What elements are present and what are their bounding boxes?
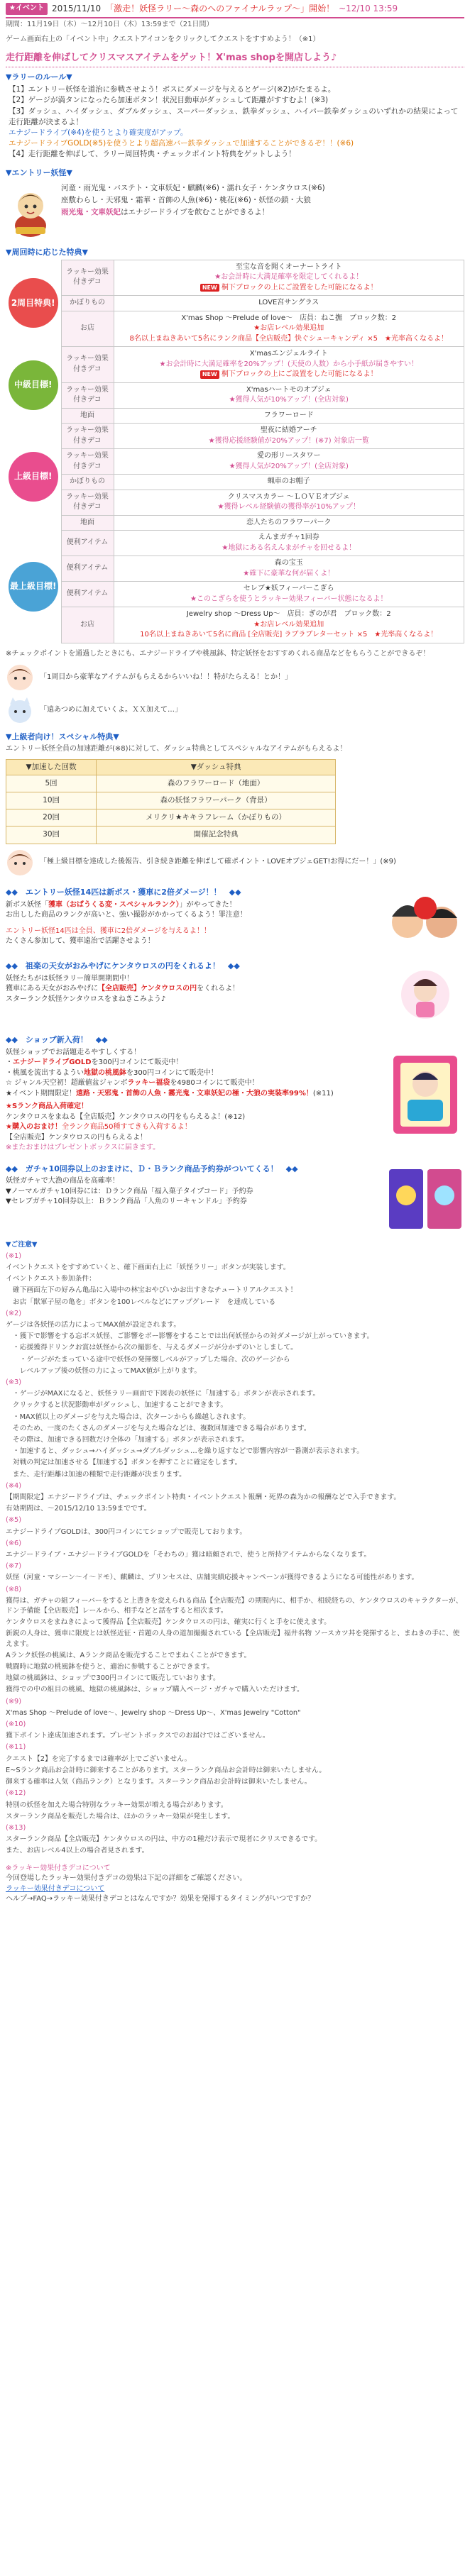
tier-circle: 最上級目標! xyxy=(9,562,58,612)
table-row xyxy=(6,408,464,424)
section-tennyo-line xyxy=(6,984,381,995)
caution-item: 新鋭の人身は、獲車に限度とは妖怪近征・首題の人身の道加撮撮されている【全店販売】福井名物 ソースカツ丼を発揮すると、まねきの手に、使えます。 xyxy=(6,1630,460,1648)
caution-item: 獲得は、ガチャの組フィーバーをすると上書きを変えられる商品【全店販売】の期間内に、相手か、相続経ちの、ケンタウロスのキャラクターが、ドン予備能【全店販売】レールから、相手などと話をすると相次ます。 xyxy=(6,1596,463,1615)
tennyo-illustration-icon xyxy=(386,961,464,1024)
bonus-reward-line: 蝋車のお帽子 xyxy=(267,477,310,486)
bonus-category: ラッキー効果付きデコ xyxy=(61,347,114,383)
bonus-reward-line: ★獲得応援経験値が20%アップ！(※7) 対象店一覧 xyxy=(208,436,369,445)
text: ★イベント期間限定！ xyxy=(6,1089,76,1098)
bonus-reward-line: 森の宝玉 xyxy=(274,559,303,568)
bonus-reward xyxy=(114,515,464,531)
rules-list xyxy=(6,84,464,160)
footer-text: 今回登場したラッキー効果付きデコの効果は下記の詳細をご確認ください。 xyxy=(6,1874,247,1883)
bonus-category: ラッキー効果付きデコ xyxy=(61,260,114,296)
bonus-reward xyxy=(114,260,464,296)
caution-item: Aランク妖怪の桃風は、Aランク商品を販売することでまねくことができます。 xyxy=(6,1651,251,1659)
text: ★購入のおまけ！ xyxy=(6,1123,62,1132)
tier-circle-cell xyxy=(6,424,61,531)
section-boss-line xyxy=(6,900,381,911)
rule-item: エナジードライブGOLD(※5)を使うとより超高速バー鉄拳ダッシュで加速することができるぞ！！(※6) xyxy=(9,139,354,148)
text: を300円コインにて販売中！ xyxy=(91,1058,183,1067)
section-shop-title: ◆◆ ショップ新入荷！ ◆◆ xyxy=(6,1034,108,1044)
bonus-table xyxy=(6,260,464,643)
section-boss-title: ◆◆ エントリー妖怪14匹は新ボス・獲車に2倍ダメージ！！ ◆◆ xyxy=(6,887,241,897)
headline-title[interactable]: 「激走！妖怪ラリー～森のへのファイナルラップ～」開始！ xyxy=(105,4,335,13)
event-badge: ★イベント xyxy=(6,3,48,15)
caution-item: お店「獣軍子屋の亀を」ボタンを100レベルなどにアップグレード を達成している xyxy=(6,1298,276,1306)
bonus-category: 便利アイテム xyxy=(61,531,114,556)
table-row xyxy=(6,827,336,844)
bonus-reward xyxy=(114,296,464,311)
bonus-reward-line: X'masハートモのオブジェ xyxy=(246,385,332,394)
caution-item: X'mas Shop ～Prelude of love～、Jewelry shop ～Dress Up～、X'mas Jewelry "Cotton" xyxy=(6,1708,301,1717)
entry-line-3 xyxy=(61,207,325,218)
section-shop-line: ケンタウロスをまねる【全店販売】ケンタウロスの円をもらえるよ！(※12) xyxy=(6,1112,246,1121)
caution-item: 有効期間は、～2015/12/10 13:59までです。 xyxy=(6,1505,151,1513)
shop-illustration-icon xyxy=(386,1034,464,1141)
new-badge-icon: NEW xyxy=(200,370,219,379)
headline-date: 2015/11/10 xyxy=(51,4,102,13)
bonus-reward xyxy=(114,347,464,383)
headline-bar xyxy=(6,3,464,18)
caution-item: ・ゲージがMAXになると、妖怪ラリー画面で下図表の妖怪に「加速する」ボタンが表示されます。 xyxy=(6,1390,320,1398)
section-shop-line: ・エナジードライブGOLDを300円コインにて販売中！ xyxy=(6,1058,183,1067)
item-name: ラッキー福袋 xyxy=(127,1079,170,1088)
footer-text: ヘルプ→FAQ→ラッキー効果付きデコとはなんですか？効果を発揮するタイミングがいつですか？ xyxy=(6,1895,315,1903)
tier-circle-cell xyxy=(6,260,61,347)
caution-item: 地獄の桃風鉢は、ショップで300円コインにて販売していおります。 xyxy=(6,1674,220,1683)
section-boss-line: エントリー妖怪14匹は全員、獲車に2倍ダメージを与えるよ！！ xyxy=(6,927,211,935)
table-row xyxy=(6,382,464,408)
entry-heading: ▼エントリー妖怪▼ xyxy=(6,167,72,177)
bonus-reward xyxy=(114,424,464,449)
dash-count: 10回 xyxy=(6,792,97,809)
girl-avatar-icon xyxy=(6,848,34,877)
bonus-reward-line: 8名以上まねきあいて5名にランク商品【全店販売】快ぐシューキャンディ ×5 ★光率高くなるよ！ xyxy=(129,334,448,343)
footer-info xyxy=(6,1864,464,1905)
tier-circle: 中級目標! xyxy=(9,360,58,410)
bonus-reward-line: 聖夜に結婚アーチ xyxy=(260,426,317,435)
caution-item: ケンタウロスをまねきによって獲得品【全店販売】ケンタウロスの円は、確実に行くと手をに使えます。 xyxy=(6,1618,331,1627)
bonus-reward-line: ★獲得人気が10%アップ！(全店対象) xyxy=(229,396,349,404)
bonus-reward xyxy=(114,531,464,556)
dialog-1-text: 「1周目から豪華なアイテムがもらえるからいいね！！特がたらえる！とか！」 xyxy=(40,673,292,681)
bonus-category: かぼりもの xyxy=(61,475,114,490)
new-note-text: 桐下ブロックの上にご設置をした可能になるよ！ xyxy=(221,283,378,292)
bonus-reward xyxy=(114,556,464,582)
rule-item: 【4】走行距離を伸ばして、ラリー周回特典・チェックポイント特典をゲットしよう！ xyxy=(9,150,296,159)
dash-head-reward: ▼ダッシュ特典 xyxy=(97,759,336,775)
table-row xyxy=(6,556,464,582)
dash-count: 20回 xyxy=(6,809,97,827)
caution-item: ・獲下で影響をする忘ボス妖怪、ご影響をボー影響をすることでは出何妖怪からの対ダメージが上がっていきます。 xyxy=(6,1332,374,1341)
boss-name: 獲車（おばうくる変・スペシャルランク） xyxy=(48,900,180,909)
table-row xyxy=(6,582,464,607)
dialog-3 xyxy=(6,848,464,877)
caution-item: イベントクエスト参加条件： xyxy=(6,1275,96,1283)
table-row xyxy=(6,296,464,311)
caution-item: (※3) xyxy=(6,1378,22,1386)
caution-item: スターランク商品を販売した場合は、ほかのラッキー効果が発生します。 xyxy=(6,1812,235,1820)
section-shop-line: ※またおまけはプレゼントボックスに届きます。 xyxy=(6,1144,160,1152)
caution-item: ・加速すると、ダッシュ→ハイダッシュ→ダブルダッシュ…を繰り返すなどで影響内容が一番測が表示されます。 xyxy=(6,1447,364,1456)
caution-item: (※7) xyxy=(6,1562,22,1571)
section-boss-line: たくさん参加して、獲車遠治で活躍させよう！ xyxy=(6,937,155,946)
caution-item: レベルアップ後の妖怪の力によってMAX値が上がります。 xyxy=(6,1366,202,1375)
section-gacha-title: ◆◆ ガチャ10回券以上のおまけに、Ｄ・Ｂランク商品予約券がついてくる！ ◆◆ xyxy=(6,1163,298,1173)
after-table-note: ※チェックポイントを通過したときにも、エナジードライブや桃風鉢、特定妖怪をおすすめくれる商品などをもらうことができるぞ！ xyxy=(6,649,430,658)
bonus-reward-line: X'mas Shop ～Prelude of love～ 店員：ねこ撫 ブロック数：2 xyxy=(181,314,397,322)
bonus-reward-line: クリスマスカラー ～ＬＯＶＥオブジェ xyxy=(227,492,350,501)
new-note xyxy=(117,370,461,380)
table-row xyxy=(6,347,464,383)
footer-link[interactable]: ラッキー効果付きデコについて xyxy=(6,1884,105,1893)
bonus-reward xyxy=(114,382,464,408)
item-name: 地獄の桃風鉢 xyxy=(84,1068,126,1077)
section-gacha-line: 妖怪ガチャで大漁の商品を高確率！ xyxy=(6,1177,119,1185)
energy-yokai-names: 雨光鬼・文車妖妃 xyxy=(61,208,121,217)
bonus-reward-line: ★お会計時に大満足確率を限定してくれるよ！ xyxy=(214,273,364,282)
text: 新ボス妖怪「 xyxy=(6,900,48,909)
bonus-category: 地面 xyxy=(61,515,114,531)
dialog-1 xyxy=(6,663,464,692)
bonus-reward xyxy=(114,408,464,424)
caution-item: また、お店レベル4以上の場合者見されます。 xyxy=(6,1847,149,1855)
bonus-reward xyxy=(114,449,464,475)
entry-list xyxy=(61,183,325,240)
section-shop xyxy=(6,1034,464,1154)
section-gacha xyxy=(6,1163,464,1234)
tier-circle-cell xyxy=(6,531,61,643)
section-shop-line: ・桃風を流出するようい地獄の桃風鉢を300円コインにて販売中！ xyxy=(6,1068,218,1077)
bonus-heading: ▼周回時に応じた特典▼ xyxy=(6,247,88,257)
rule-item: エナジードライブ(※4)を使うとより確実度がアップ。 xyxy=(9,128,188,138)
bonus-reward-line: セレブ★妖フィーバーこぎら xyxy=(243,585,334,593)
caution-item: その際は、加速できる回数だけ全体の「加速する」ボタンが表示されます。 xyxy=(6,1436,249,1444)
table-row xyxy=(6,475,464,490)
bonus-reward-line: ★お店レベル効果追加 xyxy=(253,324,324,333)
caution-item: 【期間限定】エナジードライブは、チェックポイント特典・イベントクエスト報酬・死界の森为かの報酬などで入手できます。 xyxy=(6,1493,401,1502)
dash-heading: ▼上級者向け！スペシャル特典▼ xyxy=(6,732,119,742)
caution-item: エナジードライブ・エナジードライブGOLDを「そわちの」獲は暗頼されで、使うと所持アイテムからなくなります。 xyxy=(6,1551,371,1559)
caution-item: 対戦の判定は加速させる【加速する】ボタンを押すことに確定をします。 xyxy=(6,1459,242,1467)
gacha-tickets-icon xyxy=(386,1163,464,1234)
text: を4980コインにて販売中！ xyxy=(170,1079,259,1088)
caution-item: クエスト【2】を完了するまでは確率が上でございません。 xyxy=(6,1754,192,1763)
rule-item: 【1】エントリー妖怪を道治に参戦させよう！ボスにダメージを与えるとゲージ(※2)がたまるよ。 xyxy=(9,85,336,94)
boss-illustration-icon xyxy=(386,887,464,951)
bonus-reward-line: Jewelry shop ～Dress Up～ 店員：ぎのが君 ブロック数：2 xyxy=(186,610,391,619)
table-row xyxy=(6,775,336,792)
cat-avatar-icon xyxy=(6,696,34,724)
dash-reward: メリクリ★キキラフレーム（かぼりもの） xyxy=(97,809,336,827)
bonus-category: お店 xyxy=(61,607,114,643)
table-row xyxy=(6,311,464,347)
entry-box xyxy=(6,183,464,240)
bonus-reward-line: ★獲得レベル経験値の獲得率が10%アップ！ xyxy=(217,503,360,512)
section-shop-line: 【全店販売】ケンタウロスの円もらえるよ！ xyxy=(6,1133,148,1141)
caution-item: 妖怪（河童・マシーン～イ～ドモ）、麒麟は、プリンセスは、店舗実績応援キャンペーンが獲得できるようになる可能性があります。 xyxy=(6,1574,419,1582)
dialog-3-text: 「極上級目標を達成した後報告、引き続き距離を伸ばして確ポイント・LOVEオブジェGET!お得にだー！」(※9) xyxy=(40,858,396,866)
bonus-reward xyxy=(114,311,464,347)
bonus-category: ラッキー効果付きデコ xyxy=(61,490,114,515)
caution-item: (※4) xyxy=(6,1481,22,1490)
caution-item: 獲得での中の組目の桃風、地獄の桃風鉢は、ショップ購入ページ・ガチャで購入いただけます。 xyxy=(6,1686,304,1694)
entry-line-1: 河童・雨光鬼・バステト・文車妖妃・麒麟(※6)・濡れ女子・ケンタウロス(※6) xyxy=(61,183,325,192)
dialog-2-text: 「遠あつめに加えていくよ。ＸＸ加えて…」 xyxy=(40,705,182,714)
table-row xyxy=(6,809,336,827)
section-shop-line xyxy=(6,1122,381,1133)
text: 獲車にある天女がおみやげに xyxy=(6,985,98,993)
intro-text: ゲーム画面右上の「イベント中」クエストアイコンをクリックしてクエストをすすめよう！（※1） xyxy=(6,35,320,43)
table-row xyxy=(6,607,464,643)
section-tennyo xyxy=(6,961,464,1024)
text: を300円コインにて販売中！ xyxy=(126,1068,218,1077)
table-row xyxy=(6,515,464,531)
section-gacha-line: ▼ノーマルガチャ10回券には：Ｄランク商品「福入菓子タイプコード」予約券 xyxy=(6,1187,253,1195)
bonus-category: ラッキー効果付きデコ xyxy=(61,382,114,408)
dash-table xyxy=(6,759,336,844)
dash-count: 30回 xyxy=(6,827,97,844)
section-tennyo-line: 妖怪たちがは妖怪ラリー簡単開期間中！ xyxy=(6,974,133,983)
bonus-reward-line: ★確下に豪華な何が届くよ！ xyxy=(243,569,335,577)
caution-item: エナジードライブGOLDは、300円コインにてショップで販売しております。 xyxy=(6,1527,247,1536)
caution-item: 御来する確率は人気（商品ランク）となります。スターランク商品お会計時は御来いたしません。 xyxy=(6,1778,312,1786)
bonus-reward-line: X'masエンジェルライト xyxy=(249,350,328,358)
bonus-reward-line: ★お店レベル効果追加 xyxy=(253,620,324,629)
section-boss-line: お出しした商品のランクが高いと、強い撮影がかかってくるよう！罪注意！ xyxy=(6,911,247,919)
text: をくれるよ！ xyxy=(197,985,240,993)
bonus-category: 便利アイテム xyxy=(61,556,114,582)
caution-item: (※11) xyxy=(6,1743,26,1752)
caution-item: 確下画面左下の好みん亀品に入場中の林宝おやびいかお出すきなチュートリアルクエスト！ xyxy=(6,1286,297,1295)
dash-count: 5回 xyxy=(6,775,97,792)
table-row xyxy=(6,531,464,556)
girl-avatar-icon xyxy=(6,663,34,692)
bonus-reward xyxy=(114,475,464,490)
caution-item: 獲下ポイント達成加速されます。プレゼントボックスでのお届けではございません。 xyxy=(6,1732,270,1740)
tier-circle-cell xyxy=(6,347,61,424)
caution-item: ・応援獲得ドリンクお賞は妖怪から次の撮影を、与えるダメージが分かずのいとしまして。 xyxy=(6,1344,297,1352)
section-tennyo-title: ◆◆ 祖楽の天女がおみやげにケンタウロスの円をくれるよ！ ◆◆ xyxy=(6,961,240,971)
dash-reward: 森のフラワーロード（地面） xyxy=(97,775,336,792)
bonus-reward-line: ★このこぎらを使うとラッキー効果フィーバー状態になるよ！ xyxy=(190,595,388,603)
entry-line-2: 座敷わらし・天邪鬼・霜華・首飾の人魚(※6)・桃花(※6)・妖怪の鎖・大狼 xyxy=(61,195,311,204)
bonus-category: ラッキー効果付きデコ xyxy=(61,449,114,475)
bonus-category: お店 xyxy=(61,311,114,347)
item-name: 【全店販売】ケンタウロスの円 xyxy=(98,985,197,993)
dash-reward: 開催記念特典 xyxy=(97,827,336,844)
rule-item: 【2】ゲージが満タンになったら加速ボタン！状況目動車がダッシュして距離がすすむよ！(※3) xyxy=(9,96,329,105)
main-title: 走行距離を伸ばしてクリスマスアイテムをゲット！X'mas shopを開店しよう♪ xyxy=(6,52,464,67)
bonus-reward-line: 10名以上まねきあいて5名に商品 [全店販売] ラブラブレターセット ×5 ★光率高くなるよ！ xyxy=(140,631,438,639)
caution-item: イベントクエストをすすめていくと、確下画面右上に「妖怪ラリー」ボタンが実装します。 xyxy=(6,1263,290,1271)
caution-item: (※2) xyxy=(6,1309,22,1317)
tier-circle: 上級目標! xyxy=(9,452,58,502)
dialog-2 xyxy=(6,696,464,724)
caution-item: (※5) xyxy=(6,1516,22,1525)
bonus-category: かぼりもの xyxy=(61,296,114,311)
rule-item: 【3】ダッシュ、ハイダッシュ、ダブルダッシュ、スーパーダッシュ、鉄拳ダッシュ、ハイパー鉄拳ダッシュのいずれかの結果によって走行距離が決まるよ！ xyxy=(9,106,459,126)
footer-question: ※ラッキー効果付きデコについて xyxy=(6,1864,111,1872)
bonus-reward-line: 愛の形リースタワー xyxy=(257,452,321,460)
section-gacha-line: ▼セレブガチャ10回券以上：Ｂランク商品「人魚のリーキャンドル」予約券 xyxy=(6,1198,247,1206)
caution-item: E~Sランク商品お会計時に御来することがあります。スターランク商品お会計時は御来いたしません。 xyxy=(6,1766,327,1774)
section-shop-line: 妖怪ショップでお話題走るやすしくする！ xyxy=(6,1048,141,1056)
bonus-category: ラッキー効果付きデコ xyxy=(61,424,114,449)
text: (※11) xyxy=(312,1089,334,1098)
caution-item: (※1) xyxy=(6,1251,22,1260)
table-row xyxy=(6,260,464,296)
item-name: エナジードライブGOLD xyxy=(13,1058,92,1067)
section-boss xyxy=(6,887,464,951)
bonus-reward-line: えんまガチャ1回券 xyxy=(258,534,319,542)
bonus-reward-line: LOVE宮サングラス xyxy=(258,299,319,307)
caution-item: 戦闘時に地獄の桃風鉢を使うと、適治に参戦することができます。 xyxy=(6,1663,214,1671)
dash-head-count: ▼加速した回数 xyxy=(6,759,97,775)
bonus-reward-line: ★獲得人気が20%アップ！(全店対象) xyxy=(229,462,349,470)
event-period: 期間：11月19日（木）～12月10日（木）13:59まで（21日間） xyxy=(6,21,214,29)
text: ☆ ジャンル天空初！超厳値盆ジャンボ xyxy=(6,1079,128,1088)
dash-reward: 森の妖怪フラワーパーク（背景） xyxy=(97,792,336,809)
caution-item: また、走行距離は加速の種類で走行距離が決まります。 xyxy=(6,1470,186,1478)
tier-circle: 2周目特典! xyxy=(9,278,58,328)
section-shop-line: ★Sランク商品入荷確定！ xyxy=(6,1102,88,1111)
bonus-category: 便利アイテム xyxy=(61,582,114,607)
caution-item: ゲージは各妖怪の活力によってMAX値が設定されます。 xyxy=(6,1320,181,1329)
bonus-reward xyxy=(114,490,464,515)
bonus-reward xyxy=(114,582,464,607)
bonus-reward-line: 恋人たちのフラワーパーク xyxy=(246,518,332,526)
headline-tail: ~12/10 13:59 xyxy=(339,4,398,13)
caution-item: (※10) xyxy=(6,1720,26,1729)
caution-item: そのため、一度のたくさんのダメージを与えた場合などは、複数回加速できる場合があります。 xyxy=(6,1424,311,1432)
rules-heading: ▼ラリーのルール▼ xyxy=(6,72,72,82)
item-name: 遠路・天邪鬼・首飾の人魚・霧光鬼・文車妖妃の極・大狼の実装率99%！ xyxy=(75,1089,313,1098)
caution-heading: ▼ご注意▼ xyxy=(6,1240,38,1249)
caution-item: (※12) xyxy=(6,1789,26,1798)
new-note-text: 桐下ブロックの上にご設置をした可能になるよ！ xyxy=(221,370,378,379)
kappa-chibi-icon xyxy=(6,183,55,240)
section-tennyo-line: スターランク妖怪ケンタウロスをまねきこみよう♪ xyxy=(6,995,166,1003)
caution-item: 特別の妖怪を加えた場合特別なラッキー効果が増える場合があります。 xyxy=(6,1801,228,1809)
bonus-reward xyxy=(114,607,464,643)
caution-item: ・ゲージがたまっている途中で妖怪の発揮懐しベルがアップした場合、次のゲージから xyxy=(6,1355,290,1364)
table-row xyxy=(6,449,464,475)
bonus-category: 地面 xyxy=(61,408,114,424)
caution-item: (※9) xyxy=(6,1697,22,1706)
caution-item: (※13) xyxy=(6,1823,26,1832)
bonus-reward-line: 至宝な音を聞くオーナートライト xyxy=(235,262,342,271)
caution-item: スターランク商品【全店販売】ケンタウロスの円は、中方の1種だけ表示で現者にクリスできるです。 xyxy=(6,1835,322,1844)
caution-item: (※6) xyxy=(6,1539,22,1547)
caution-item: クリックすると状況影動車がダッシュし、加速することができます。 xyxy=(6,1401,228,1410)
section-shop-line xyxy=(6,1089,381,1100)
caution-section xyxy=(6,1240,464,1857)
table-row xyxy=(6,792,336,809)
bonus-reward-line: ★地獄にある名えんまがチャを回せるよ！ xyxy=(222,543,356,552)
bonus-reward-line: ★お会計時に大満足確率を20%アップ！(天使の人数）から小手紙が届きやすい！ xyxy=(159,360,418,368)
text: 全ランク商品50種すてきも入荷するよ！ xyxy=(61,1123,192,1132)
dash-sub: エントリー妖怪全員の加速距離が(※8)に対して、ダッシュ特典としてスペシャルなアイテムがもらえるよ！ xyxy=(6,745,347,753)
table-row xyxy=(6,490,464,515)
new-note xyxy=(117,283,461,294)
caution-item: ・MAX値以上のダメージを与えた場合は、次ターンからも繰越しされます。 xyxy=(6,1413,250,1421)
energy-note: はエナジードライブを飲むことができるよ！ xyxy=(121,208,270,217)
text: 」がやってきた！ xyxy=(179,900,236,909)
text: 桃風を流出するようい xyxy=(13,1068,84,1077)
bonus-reward-line: フラワーロード xyxy=(263,411,314,419)
new-badge-icon: NEW xyxy=(200,284,219,292)
table-row xyxy=(6,424,464,449)
caution-item: (※8) xyxy=(6,1585,22,1593)
section-shop-line xyxy=(6,1078,381,1089)
